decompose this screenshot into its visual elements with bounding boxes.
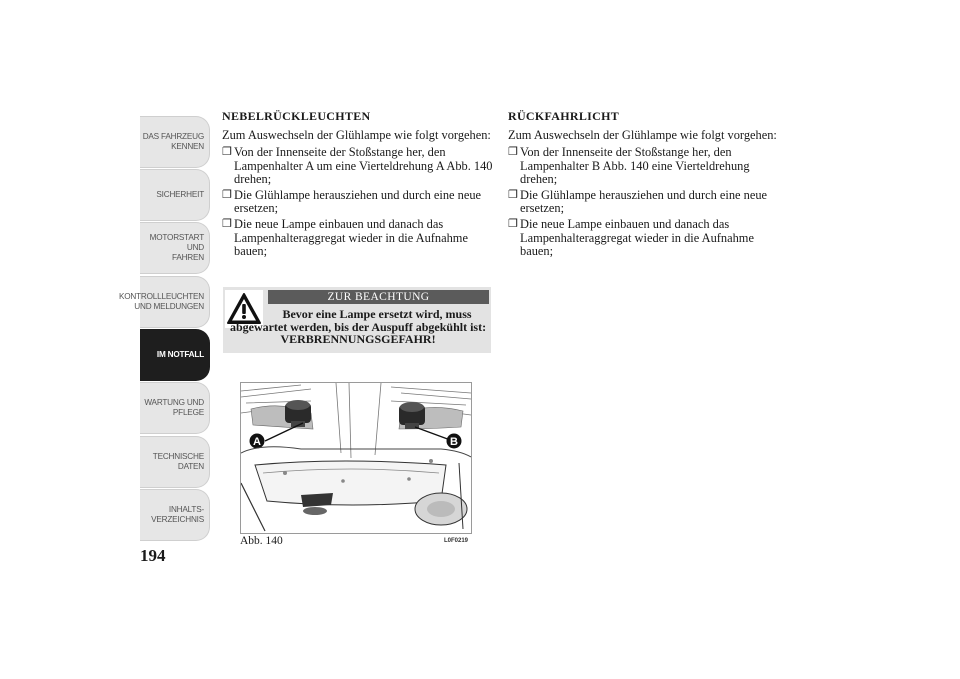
figure-caption: Abb. 140 <box>240 535 283 547</box>
tab-sicherheit[interactable]: SICHERHEIT <box>140 169 210 221</box>
tab-technische-daten[interactable]: TECHNISCHE DATEN <box>140 436 210 488</box>
tab-im-notfall[interactable]: IM NOTFALL <box>140 329 210 381</box>
warning-title: ZUR BEACHTUNG <box>268 290 489 304</box>
list-item: ❐ Die neue Lampe einbauen und danach das Lampenhalteraggregat wieder in die Aufnahme bauen; <box>222 217 468 258</box>
rear-bumper-illustration <box>241 383 471 533</box>
callout-label-a: A <box>253 436 261 448</box>
step-list <box>508 146 788 258</box>
tab-motorstart-und-fahren[interactable]: MOTORSTART UND FAHREN <box>140 222 210 274</box>
section-heading-fog-light: NEBELRÜCKLEUCHTEN <box>222 109 371 123</box>
checkbox-marker-icon: ❐ <box>222 189 232 202</box>
list-item: ❐ Von der Innenseite der Stoßstange her, den Lampenhalter A um eine Vierteldrehung A Abb. 140 drehen; <box>222 145 493 186</box>
lamp-holder-b <box>399 402 425 429</box>
step-list <box>222 146 494 258</box>
right-column <box>508 110 788 261</box>
section-heading-reverse-light: RÜCKFAHRLICHT <box>508 109 620 123</box>
checkbox-marker-icon: ❐ <box>508 189 518 202</box>
checkbox-marker-icon: ❐ <box>508 146 518 159</box>
tab-das-fahrzeug-kennen[interactable]: DAS FAHRZEUG KENNEN <box>140 116 210 168</box>
checkbox-marker-icon: ❐ <box>222 146 232 159</box>
figure-rear-bumper <box>240 382 472 534</box>
checkbox-marker-icon: ❐ <box>508 218 518 231</box>
list-item: ❐ Die neue Lampe einbauen und danach das Lampenhalteraggregat wieder in die Aufnahme bauen; <box>508 217 754 258</box>
lamp-holder-a <box>285 400 311 427</box>
list-item: ❐ Von der Innenseite der Stoßstange her, den Lampenhalter B Abb. 140 eine Vierteldrehung drehen; <box>508 145 750 186</box>
warning-box <box>223 287 491 353</box>
section-intro: Zum Auswechseln der Glühlampe wie folgt vorgehen: <box>508 128 777 143</box>
checkbox-marker-icon: ❐ <box>222 218 232 231</box>
left-column <box>222 110 494 261</box>
callout-label-b: B <box>450 436 458 448</box>
list-item: ❐ Die Glühlampe herausziehen und durch eine neue ersetzen; <box>508 188 768 216</box>
section-intro: Zum Auswechseln der Glühlampe wie folgt vorgehen: <box>222 128 491 143</box>
tab-wartung-und-pflege[interactable]: WARTUNG UND PFLEGE <box>140 382 210 434</box>
tab-inhaltsverzeichnis[interactable]: INHALTS- VERZEICHNIS <box>140 489 210 541</box>
warning-text: Bevor eine Lampe ersetzt wird, muss abgewartet werden, bis der Auspuff abgekühlt ist: VERBRENNUNGSGEFAHR! <box>229 307 487 346</box>
page-number: 194 <box>140 546 166 565</box>
list-item: ❐ Die Glühlampe herausziehen und durch eine neue ersetzen; <box>222 188 482 216</box>
tab-kontrollleuchten[interactable]: KONTROLLLEUCHTEN UND MELDUNGEN <box>140 276 210 328</box>
figure-code: L0F0219 <box>444 538 469 544</box>
